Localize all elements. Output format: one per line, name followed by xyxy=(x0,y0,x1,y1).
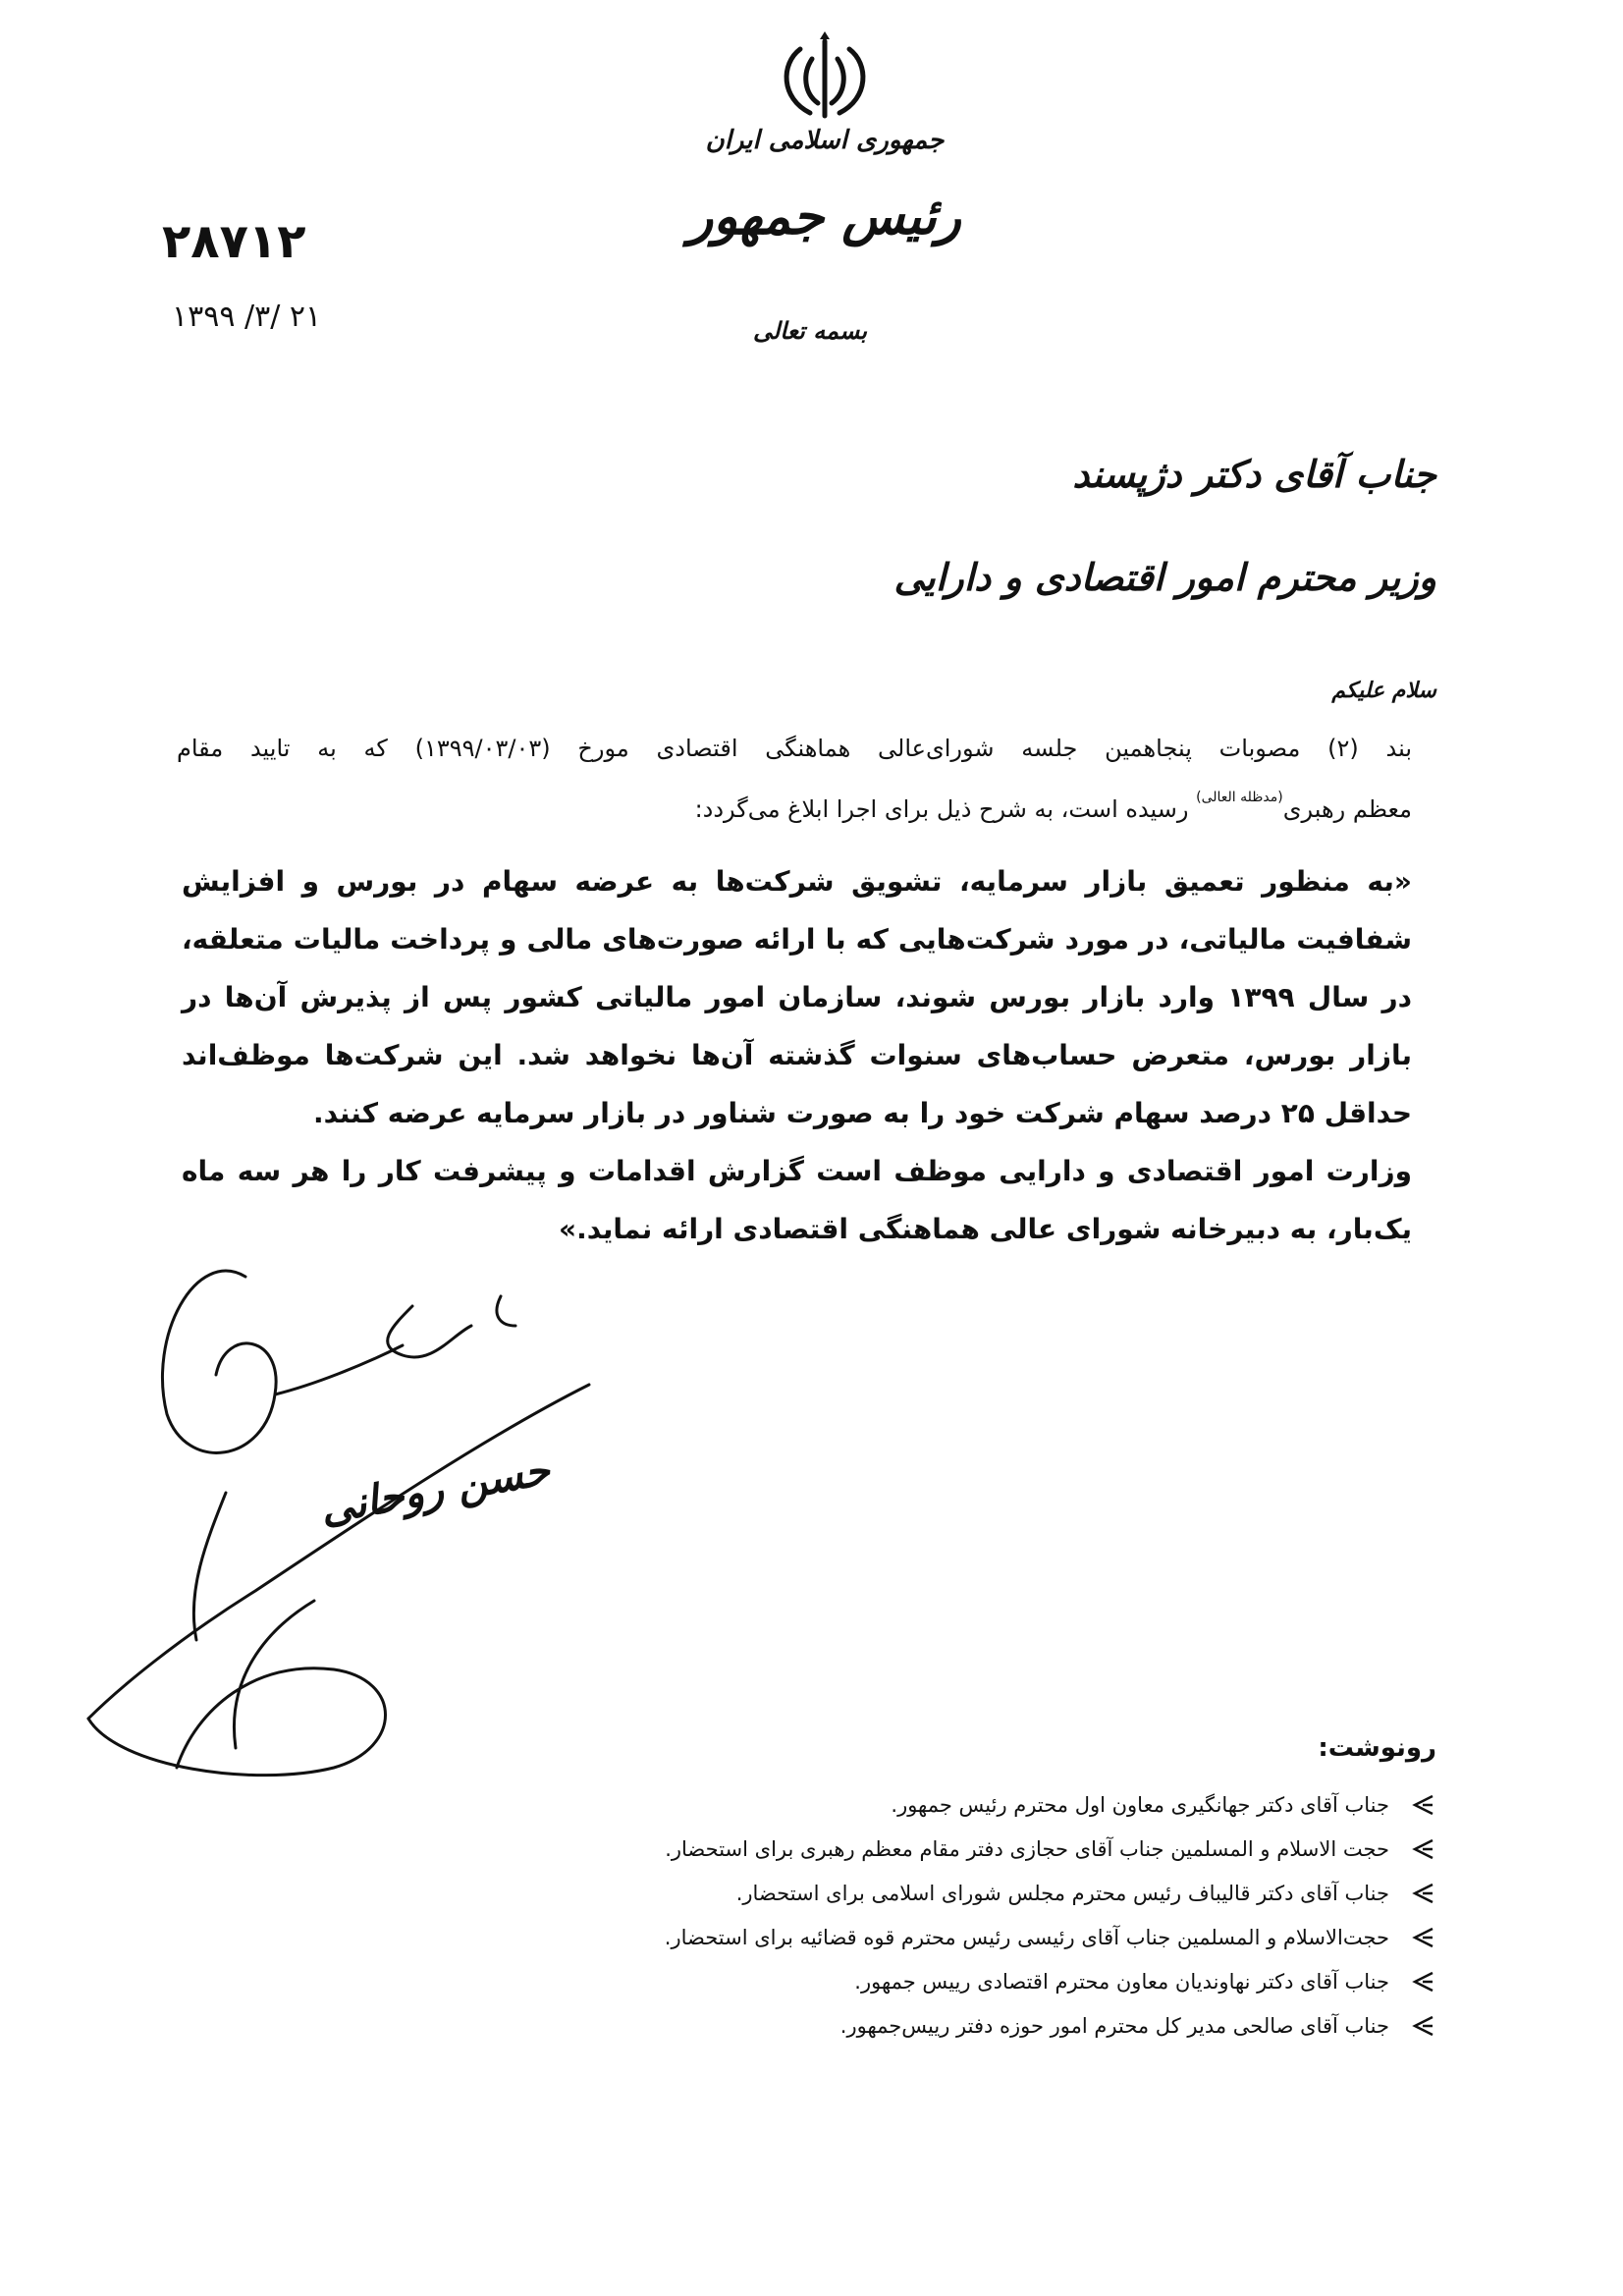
intro-line-2-start: معظم رهبری xyxy=(1282,795,1412,823)
cc-item xyxy=(307,1871,1436,1915)
checkmark-arrow-icon xyxy=(1407,1793,1436,1817)
intro-line-2 xyxy=(177,790,1412,823)
cc-item-text: جناب آقای دکتر قالیباف رئیس محترم مجلس شورای اسلامی برای استحضار. xyxy=(735,1881,1389,1905)
header-invocation: بسمه تعالی xyxy=(752,316,868,345)
checkmark-arrow-icon xyxy=(1407,1837,1436,1861)
letter-date: ۱۳۹۹ /۳/ ۲۱ xyxy=(172,300,322,334)
checkmark-arrow-icon xyxy=(1407,2014,1436,2038)
checkmark-arrow-icon xyxy=(1407,1926,1436,1949)
honorific: (مدظله العالی) xyxy=(1196,790,1283,805)
resolution-text xyxy=(182,852,1412,1258)
cc-item-text: جناب آقای دکتر نهاوندیان معاون محترم اقتصادی رییس جمهور. xyxy=(854,1969,1389,1994)
checkmark-arrow-icon xyxy=(1407,1882,1436,1905)
cc-item-text: حجت‌الاسلام و المسلمین جناب آقای رئیسی رئیس محترم قوه قضائیه برای استحضار. xyxy=(664,1925,1389,1949)
cc-list xyxy=(307,1782,1436,2048)
cc-title: رونوشت: xyxy=(1318,1733,1436,1763)
cc-item xyxy=(307,1959,1436,2003)
addressee-name: جناب آقای دکتر دژپسند xyxy=(1072,452,1436,496)
header-country: جمهوری اسلامی ایران xyxy=(705,126,945,155)
cc-item xyxy=(307,1827,1436,1871)
intro-line-2-end: رسیده است، به شرح ذیل برای اجرا ابلاغ می‌گردد: xyxy=(694,795,1197,823)
resolution-paragraph-1: «به منظور تعمیق بازار سرمایه، تشویق شرکت‌ها به عرضه سهام در بورس و افزایش شفافیت مالیاتی، در مورد شرکت‌هایی که با ارائه صورت‌های مالی و پرداخت مالیات متعلقه، در سال ۱۳۹۹ وارد بازار بورس شوند، سازمان امور مالیاتی کشور پس از پذیرش آن‌ها در بازار بورس، متعرض حساب‌های سنوات گذشته آن‌ها نخواهد شد. این شرکت‌ها موظف‌اند حداقل ۲۵ درصد سهام شرکت خود را به صورت شناور در بازار سرمایه عرضه کنند. xyxy=(182,865,1413,1129)
cc-item-text: حجت الاسلام و المسلمین جناب آقای حجازی دفتر مقام معظم رهبری برای استحضار. xyxy=(665,1836,1389,1861)
resolution-paragraph-2: وزارت امور اقتصادی و دارایی موظف است گزارش اقدامات و پیشرفت کار را هر سه ماه یک‌بار، به دبیرخانه شورای عالی هماهنگی اقتصادی ارائه نماید.» xyxy=(182,1155,1412,1245)
iran-emblem-icon xyxy=(771,29,879,128)
checkmark-arrow-icon xyxy=(1407,1970,1436,1994)
cc-item xyxy=(307,2003,1436,2048)
cc-item-text: جناب آقای صالحی مدیر کل محترم امور حوزه دفتر رییس‌جمهور. xyxy=(839,2013,1389,2038)
header-office: رئیس جمهور xyxy=(688,187,961,246)
letter-number: ۲۸۷۱۲ xyxy=(162,214,306,269)
intro-line-1: بند (۲) مصوبات پنجاهمین جلسه شورای‌عالی هماهنگی اقتصادی مورخ (۱۳۹۹/۰۳/۰۳) که به تایید مقام xyxy=(177,735,1412,762)
addressee-title: وزیر محترم امور اقتصادی و دارایی xyxy=(893,555,1436,599)
cc-item-text: جناب آقای دکتر جهانگیری معاون اول محترم رئیس جمهور. xyxy=(891,1792,1389,1817)
signer-name: حسن روحانی xyxy=(316,1445,554,1534)
cc-item xyxy=(307,1915,1436,1959)
greeting: سلام علیکم xyxy=(1331,678,1436,703)
cc-item xyxy=(307,1782,1436,1827)
